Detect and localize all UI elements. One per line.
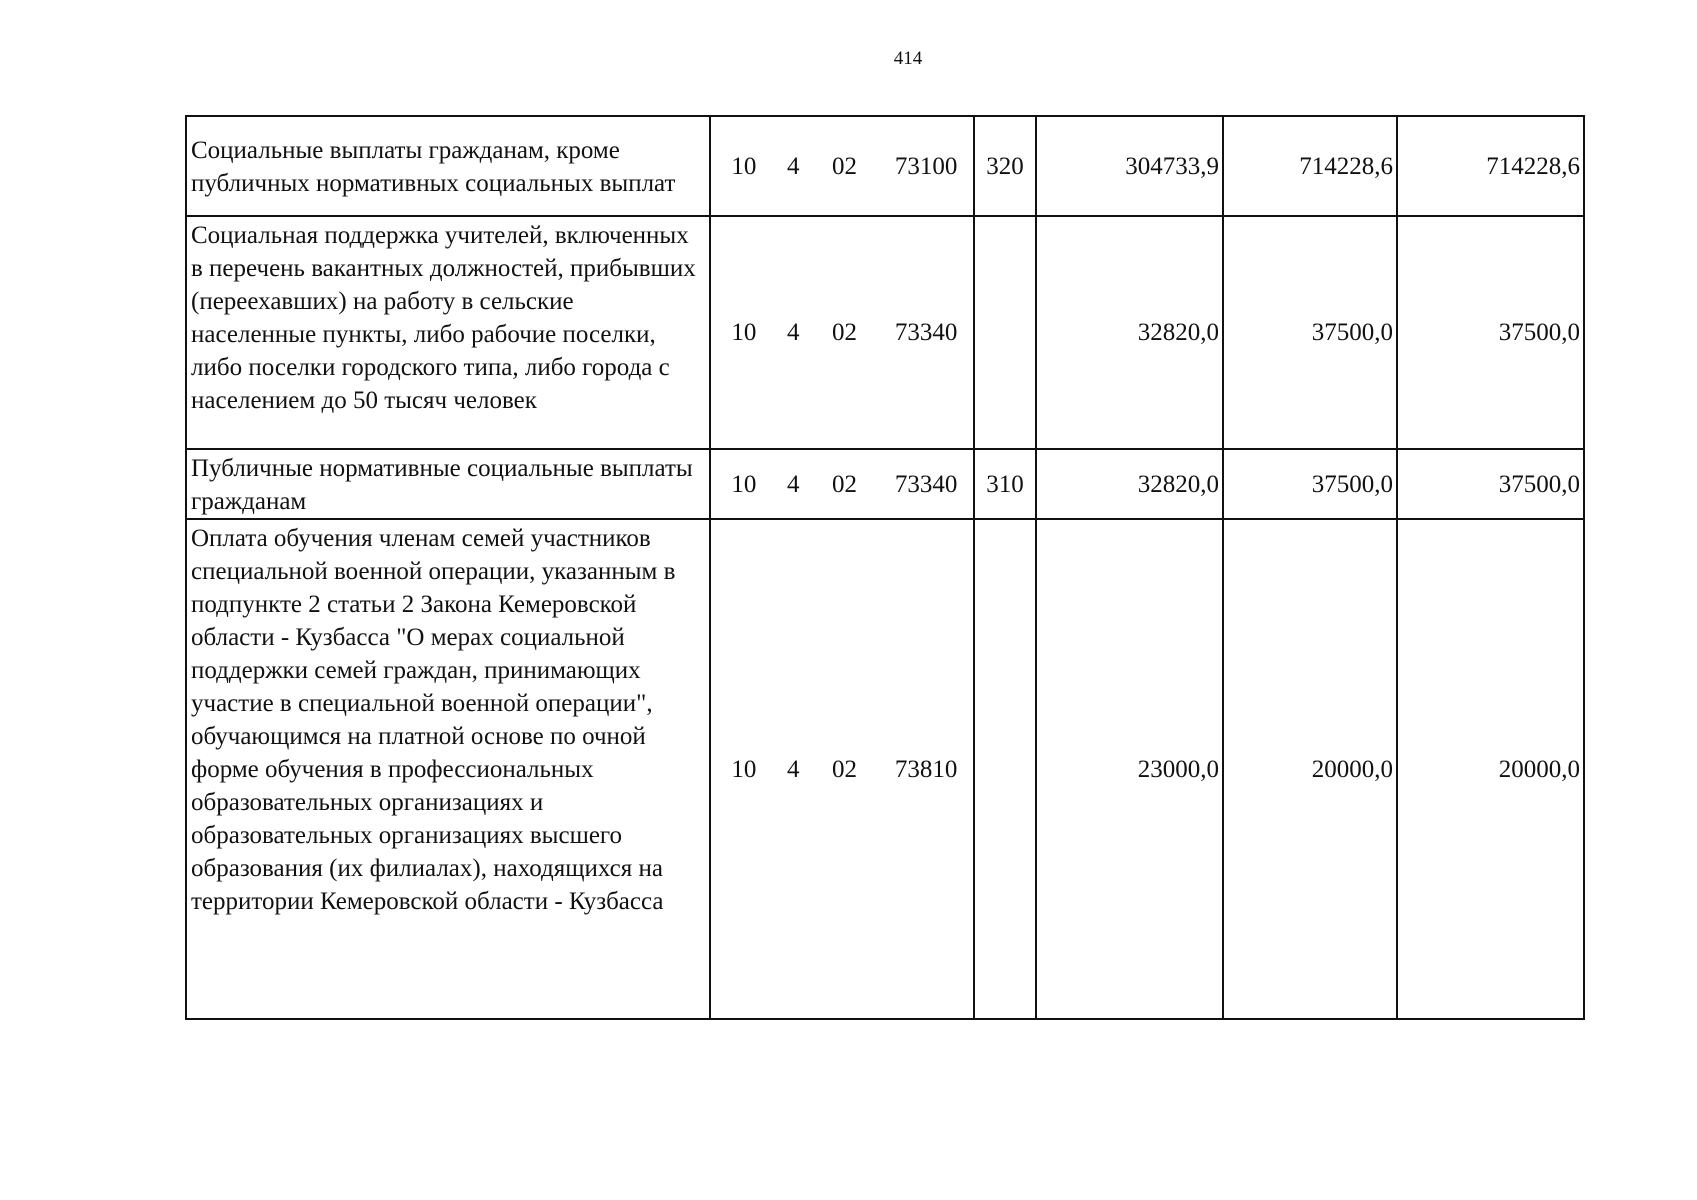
table-row <box>186 116 1584 216</box>
row-description: Оплата обучения членам семей участников специальной военной операции, указанным в подпункте 2 статьи 2 Закона Кемеровской области - Кузбасса "О мерах социальной поддержки семей граждан, принимающих участие в специальной военной операции", обучающимся на платной основе по очной форме обучения в профессиональных образовательных организациях и образовательных организациях высшего образования (их филиалах), находящихся на территории Кемеровской области - Кузбасса <box>186 519 710 1019</box>
row-codes <box>710 519 974 1019</box>
direction-code: 73810 <box>894 755 958 783</box>
table-row <box>186 449 1584 519</box>
subsection-code: 4 <box>786 152 800 180</box>
budget-table <box>185 115 1585 1020</box>
direction-code: 73100 <box>894 152 958 180</box>
section-code: 10 <box>731 470 757 498</box>
program-code: 02 <box>831 755 857 783</box>
expense-type-code: 320 <box>974 116 1036 216</box>
table-row <box>186 216 1584 449</box>
expense-type-code <box>974 519 1036 1019</box>
direction-code: 73340 <box>894 470 958 498</box>
row-codes <box>710 216 974 449</box>
subsection-code: 4 <box>786 470 800 498</box>
amount-year-3: 37500,0 <box>1397 216 1584 449</box>
amount-year-2: 714228,6 <box>1223 116 1397 216</box>
amount-year-3: 37500,0 <box>1397 449 1584 519</box>
amount-year-1: 304733,9 <box>1036 116 1223 216</box>
program-code: 02 <box>831 470 857 498</box>
amount-year-1: 32820,0 <box>1036 216 1223 449</box>
row-description: Публичные нормативные социальные выплаты гражданам <box>186 449 710 519</box>
amount-year-3: 714228,6 <box>1397 116 1584 216</box>
row-codes <box>710 449 974 519</box>
amount-year-3: 20000,0 <box>1397 519 1584 1019</box>
amount-year-2: 37500,0 <box>1223 449 1397 519</box>
row-description: Социальная поддержка учителей, включенных в перечень вакантных должностей, прибывших (переехавших) на работу в сельские населенные пункты, либо рабочие поселки, либо поселки городского типа, либо города с населением до 50 тысяч человек <box>186 216 710 449</box>
page-number: 414 <box>893 48 923 69</box>
direction-code: 73340 <box>894 319 958 346</box>
amount-year-1: 32820,0 <box>1036 449 1223 519</box>
row-codes <box>710 116 974 216</box>
amount-year-2: 37500,0 <box>1223 216 1397 449</box>
expense-type-code: 310 <box>974 449 1036 519</box>
section-code: 10 <box>731 319 757 346</box>
amount-year-2: 20000,0 <box>1223 519 1397 1019</box>
row-description: Социальные выплаты гражданам, кроме публичных нормативных социальных выплат <box>186 116 710 216</box>
expense-type-code <box>974 216 1036 449</box>
table-row <box>186 519 1584 1019</box>
subsection-code: 4 <box>786 755 800 783</box>
program-code: 02 <box>831 152 857 180</box>
subsection-code: 4 <box>786 319 800 346</box>
amount-year-1: 23000,0 <box>1036 519 1223 1019</box>
program-code: 02 <box>831 319 857 346</box>
section-code: 10 <box>731 755 757 783</box>
section-code: 10 <box>731 152 757 180</box>
